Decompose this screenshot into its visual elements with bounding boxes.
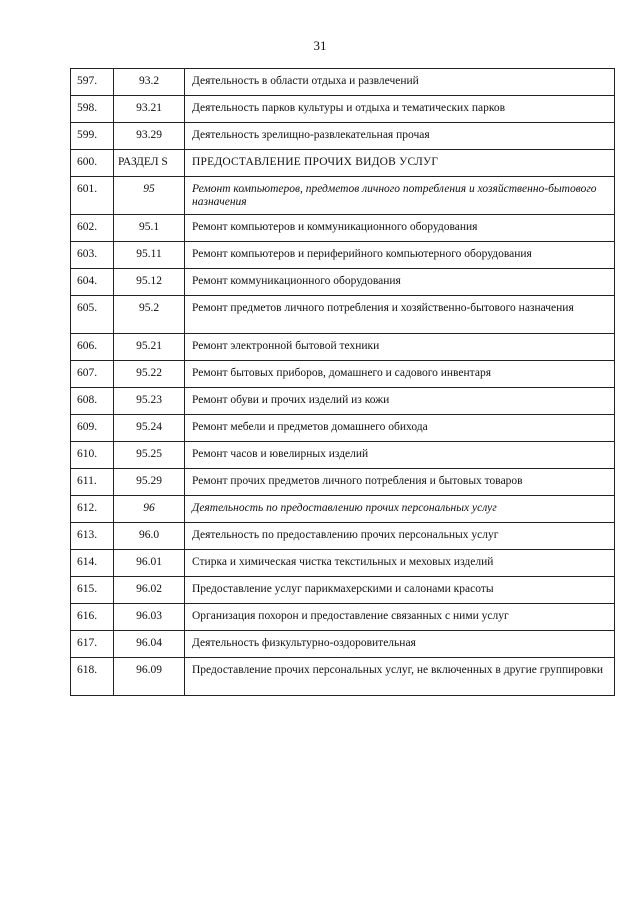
row-number: 612. [71,496,114,523]
row-number: 605. [71,296,114,334]
page-number: 31 [313,38,327,53]
table-row [71,577,615,604]
row-code: РАЗДЕЛ S [114,150,185,177]
row-description: Ремонт часов и ювелирных изделий [185,442,615,469]
row-number: 603. [71,242,114,269]
table-row [71,631,615,658]
row-number: 606. [71,334,114,361]
row-code: 96.04 [114,631,185,658]
table-row [71,415,615,442]
row-number: 614. [71,550,114,577]
row-number: 607. [71,361,114,388]
row-description: Ремонт компьютеров и коммуникационного оборудования [185,215,615,242]
row-description: Предоставление услуг парикмахерскими и салонами красоты [185,577,615,604]
row-description: Ремонт коммуникационного оборудования [185,269,615,296]
row-code: 96.02 [114,577,185,604]
table-row [71,361,615,388]
row-description: Деятельность парков культуры и отдыха и тематических парков [185,96,615,123]
row-code: 95.22 [114,361,185,388]
row-code: 95.11 [114,242,185,269]
row-number: 601. [71,177,114,215]
row-code: 95 [114,177,185,215]
row-code: 93.29 [114,123,185,150]
row-number: 602. [71,215,114,242]
table-row [71,296,615,334]
table-row [71,96,615,123]
row-code: 95.29 [114,469,185,496]
row-description: Деятельность физкультурно-оздоровительная [185,631,615,658]
row-description: Ремонт бытовых приборов, домашнего и садового инвентаря [185,361,615,388]
row-description: Деятельность в области отдыха и развлечений [185,69,615,96]
table-row [71,150,615,177]
row-description: Ремонт компьютеров, предметов личного потребления и хозяйственно-бытового назначения [185,177,615,215]
table-row [71,215,615,242]
row-code: 95.24 [114,415,185,442]
table-row [71,69,615,96]
row-code: 95.25 [114,442,185,469]
table-row [71,177,615,215]
row-code: 96.09 [114,658,185,696]
table-row [71,334,615,361]
row-number: 598. [71,96,114,123]
table-row [71,388,615,415]
table-row [71,550,615,577]
row-code: 93.21 [114,96,185,123]
row-description: Стирка и химическая чистка текстильных и меховых изделий [185,550,615,577]
row-description: Ремонт компьютеров и периферийного компьютерного оборудования [185,242,615,269]
row-code: 96 [114,496,185,523]
row-number: 615. [71,577,114,604]
row-number: 618. [71,658,114,696]
row-number: 608. [71,388,114,415]
row-description: Ремонт мебели и предметов домашнего обихода [185,415,615,442]
row-number: 611. [71,469,114,496]
table-row [71,469,615,496]
row-code: 95.2 [114,296,185,334]
row-description: Деятельность по предоставлению прочих персональных услуг [185,523,615,550]
row-number: 597. [71,69,114,96]
table-row [71,242,615,269]
row-description: Предоставление прочих персональных услуг, не включенных в другие группировки [185,658,615,696]
row-code: 95.12 [114,269,185,296]
row-number: 599. [71,123,114,150]
row-number: 613. [71,523,114,550]
row-number: 600. [71,150,114,177]
row-code: 96.01 [114,550,185,577]
row-number: 617. [71,631,114,658]
row-number: 604. [71,269,114,296]
row-description: Ремонт предметов личного потребления и хозяйственно-бытового назначения [185,296,615,334]
table-row [71,442,615,469]
table-row [71,123,615,150]
table-row [71,496,615,523]
table-row [71,269,615,296]
row-code: 96.0 [114,523,185,550]
row-description: Ремонт электронной бытовой техники [185,334,615,361]
row-description: Ремонт обуви и прочих изделий из кожи [185,388,615,415]
row-description: Организация похорон и предоставление связанных с ними услуг [185,604,615,631]
row-number: 610. [71,442,114,469]
row-code: 95.21 [114,334,185,361]
row-number: 616. [71,604,114,631]
row-description: Ремонт прочих предметов личного потребления и бытовых товаров [185,469,615,496]
row-code: 96.03 [114,604,185,631]
table-row [71,523,615,550]
table-row [71,604,615,631]
row-description: Деятельность зрелищно-развлекательная прочая [185,123,615,150]
row-code: 95.1 [114,215,185,242]
row-description: ПРЕДОСТАВЛЕНИЕ ПРОЧИХ ВИДОВ УСЛУГ [185,150,615,177]
row-code: 93.2 [114,69,185,96]
row-description: Деятельность по предоставлению прочих персональных услуг [185,496,615,523]
row-code: 95.23 [114,388,185,415]
classification-table [70,68,615,696]
row-number: 609. [71,415,114,442]
table-row [71,658,615,696]
